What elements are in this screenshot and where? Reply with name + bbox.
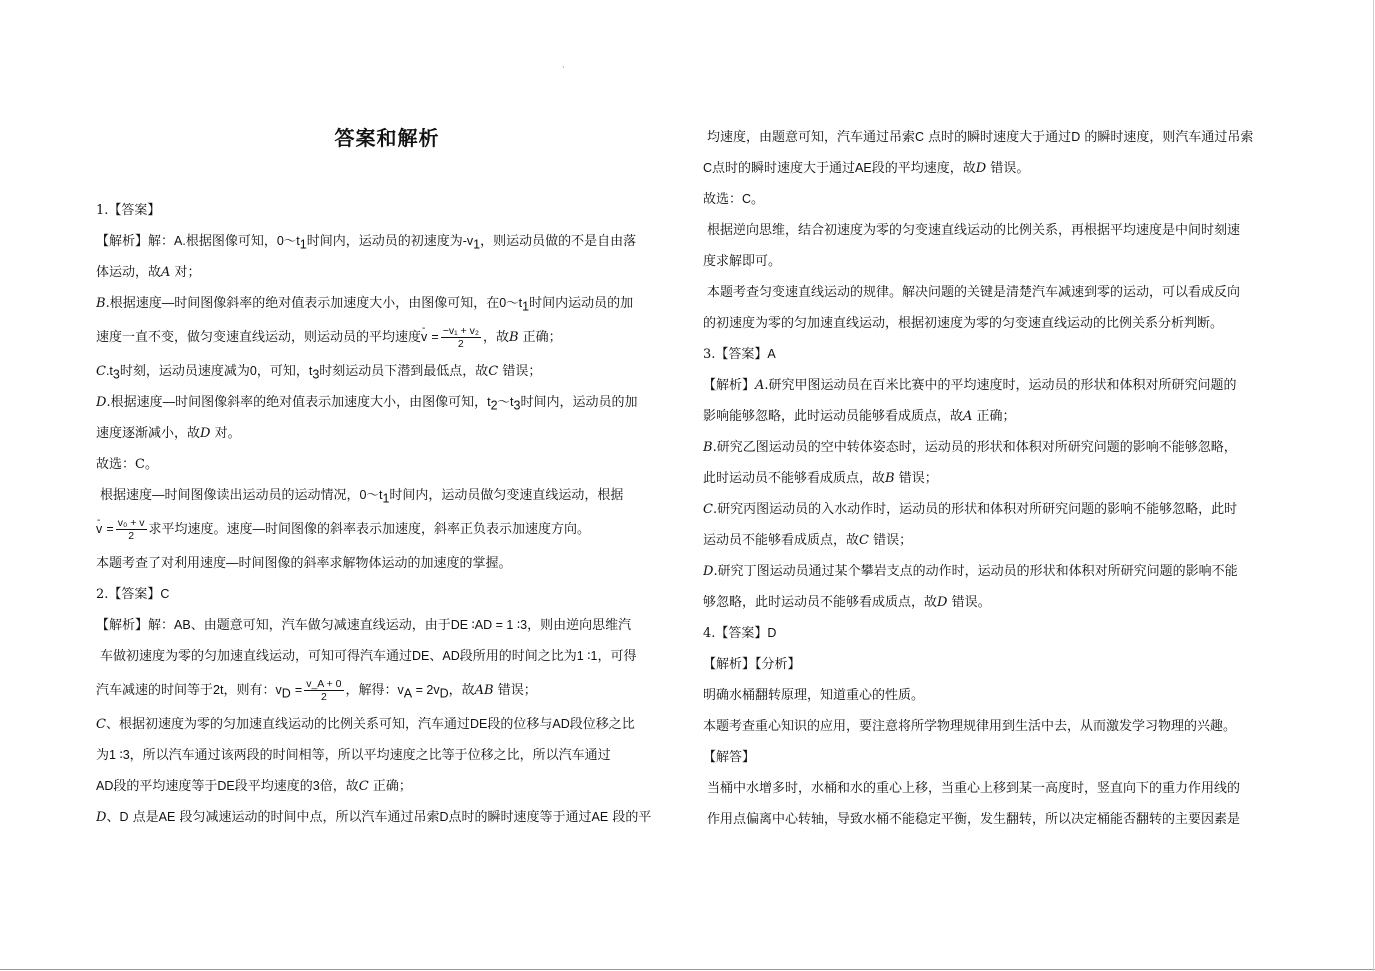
page-right-edge	[1373, 0, 1374, 971]
q1-analysis-2: - v = $\frac{\text{v₀ + v}}{2}$ 求平均速度。速度—时间图像的斜率表示加速度，斜率正负表示加速度方向。	[96, 511, 678, 548]
q1-line-5: $C.t_3$时刻，运动员速度减为0，可知，$t_3$时刻运动员下潜到最低点，故C 错误；	[96, 364, 542, 382]
q2-line-2: 车做初速度为零的匀加速直线运动，可知可得汽车通过DE、AD段所用的时间之比为1 ∶1，可得	[100, 649, 637, 664]
q1-line-3: B.根据速度—时间图像斜率的绝对值表示加速度大小，由图像可知，在$0\sim t_1$时间内运动员的加	[96, 296, 634, 314]
q4-line-5: 当桶中水增多时，水桶和水的重心上移，当重心上移到某一高度时，竖直向下的重力作用线的	[707, 781, 1241, 796]
q2-line-5: 为1 ∶3，所以汽车通过该两段的时间相等，所以平均速度之比等于位移之比，所以汽车通过	[96, 748, 611, 763]
q2-line-4: C、根据初速度为零的匀加速直线运动的比例关系可知，汽车通过DE段的位移与AD段位移之比	[96, 717, 635, 732]
q2-answer-heading: 2.【答案】C	[96, 587, 170, 602]
q1-line-7: 速度逐渐减小，故D 对。	[96, 426, 241, 441]
q3-line-5: C.研究丙图运动员的入水动作时，运动员的形状和体积对所研究问题的影响不能够忽略，此时	[703, 502, 1238, 517]
q3-line-4: 此时运动员不能够看成质点，故B 错误；	[703, 471, 938, 486]
q2-analysis-2: 度求解即可。	[703, 254, 782, 269]
fraction: $\frac{\text{−v₁ + v₂}}{2}$	[442, 325, 479, 350]
fraction: $\frac{\text{v₀ + v}}{2}$	[117, 517, 145, 542]
q2-line-1: 【解析】解：AB、由题意可知，汽车做匀减速直线运动，由于DE ∶AD = 1 ∶3，则由逆向思维汽	[96, 618, 632, 633]
q3-line-3: B.研究乙图运动员的空中转体姿态时，运动员的形状和体积对所研究问题的影响不能够忽略，	[703, 440, 1237, 455]
q3-line-2: 影响能够忽略，此时运动员能够看成质点，故A 正确；	[703, 409, 1016, 424]
q2-analysis-1: 根据逆向思维，结合初速度为零的匀变速直线运动的比例关系，再根据平均速度是中间时刻速	[707, 223, 1241, 238]
q2-line-6: AD段的平均速度等于DE段平均速度的3倍，故C 正确；	[96, 779, 412, 794]
q4-line-6: 作用点偏离中心转轴，导致水桶不能稳定平衡，发生翻转，所以决定桶能否翻转的主要因素是	[707, 812, 1241, 827]
q1-line-1: 【解析】解：A.根据图像可知，$0\sim t_1$时间内，运动员的初速度为$-v_1$，则运动员做的不是自由落	[96, 234, 637, 252]
header-mark: ·	[562, 63, 565, 72]
page-bottom-rule	[0, 969, 1375, 970]
q4-line-1: 【解析】【分析】	[703, 657, 801, 672]
fraction: $\frac{v\_A + 0}{2}$	[306, 678, 342, 703]
q3-line-1: 【解析】A.研究甲图运动员在百米比赛中的平均速度时，运动员的形状和体积对所研究问题的	[703, 378, 1237, 393]
q1-answer-heading: 1.【答案】	[96, 203, 161, 218]
q1-choice: 故选：C。	[96, 457, 158, 472]
q4-answer-heading: 4.【答案】D	[703, 626, 777, 641]
q4-line-4: 【解答】	[703, 750, 756, 765]
q2-summary-1: 本题考查匀变速直线运动的规律。解决问题的关键是清楚汽车减速到零的运动，可以看成反向	[707, 285, 1241, 300]
q2-summary-2: 的初速度为零的匀加速直线运动，根据初速度为零的匀变速直线运动的比例关系分析判断。	[703, 316, 1224, 331]
q3-answer-heading: 3.【答案】A	[703, 347, 776, 362]
q2-cont-2: C点时的瞬时速度大于通过AE段的平均速度，故D 错误。	[703, 161, 1030, 176]
q1-line-6: D.根据速度—时间图像斜率的绝对值表示加速度大小，由图像可知，$t_2\sim t_3$时间内，运动员的加	[96, 395, 638, 413]
left-column	[96, 195, 678, 833]
right-column	[703, 122, 1285, 835]
q1-analysis-1: 根据速度—时间图像读出运动员的运动情况，$0\sim t_1$时间内，运动员做匀变速直线运动，根据	[100, 488, 624, 506]
q1-line-4: 速度一直不变，做匀变速直线运动，则运动员的平均速度- v = $\frac{\text{−v₁ + v₂}}{2}$ ，故B 正确；	[96, 319, 678, 356]
q4-line-2: 明确水桶翻转原理，知道重心的性质。	[703, 688, 925, 703]
q3-line-7: D.研究丁图运动员通过某个攀岩支点的动作时，运动员的形状和体积对所研究问题的影响不能	[703, 564, 1238, 579]
q3-line-8: 够忽略，此时运动员不能够看成质点，故D 错误。	[703, 595, 991, 610]
q2-line-7: D、D 点是AE 段匀减速运动的时间中点，所以汽车通过吊索D点时的瞬时速度等于通过AE 段的平	[96, 810, 652, 825]
page-title: 答案和解析	[334, 126, 440, 150]
q1-line-2: 体运动，故A 对；	[96, 265, 201, 280]
q2-cont-1: 均速度，由题意可知，汽车通过吊索C 点时的瞬时速度大于通过D 的瞬时速度，则汽车通过吊索	[707, 130, 1254, 145]
q3-line-6: 运动员不能够看成质点，故C 错误；	[703, 533, 913, 548]
q2-choice: 故选：C。	[703, 192, 765, 207]
q1-summary: 本题考查了对利用速度—时间图像的斜率求解物体运动的加速度的掌握。	[96, 556, 512, 571]
q4-line-3: 本题考查重心知识的应用，要注意将所学物理规律用到生活中去，从而激发学习物理的兴趣。	[703, 719, 1237, 734]
q2-line-3: 汽车减速的时间等于2t，则有：$v_D$ = $\frac{v\_A + 0}{2}$ ，解得：$v_A = 2v_D$，故AB 错误；	[96, 678, 537, 703]
